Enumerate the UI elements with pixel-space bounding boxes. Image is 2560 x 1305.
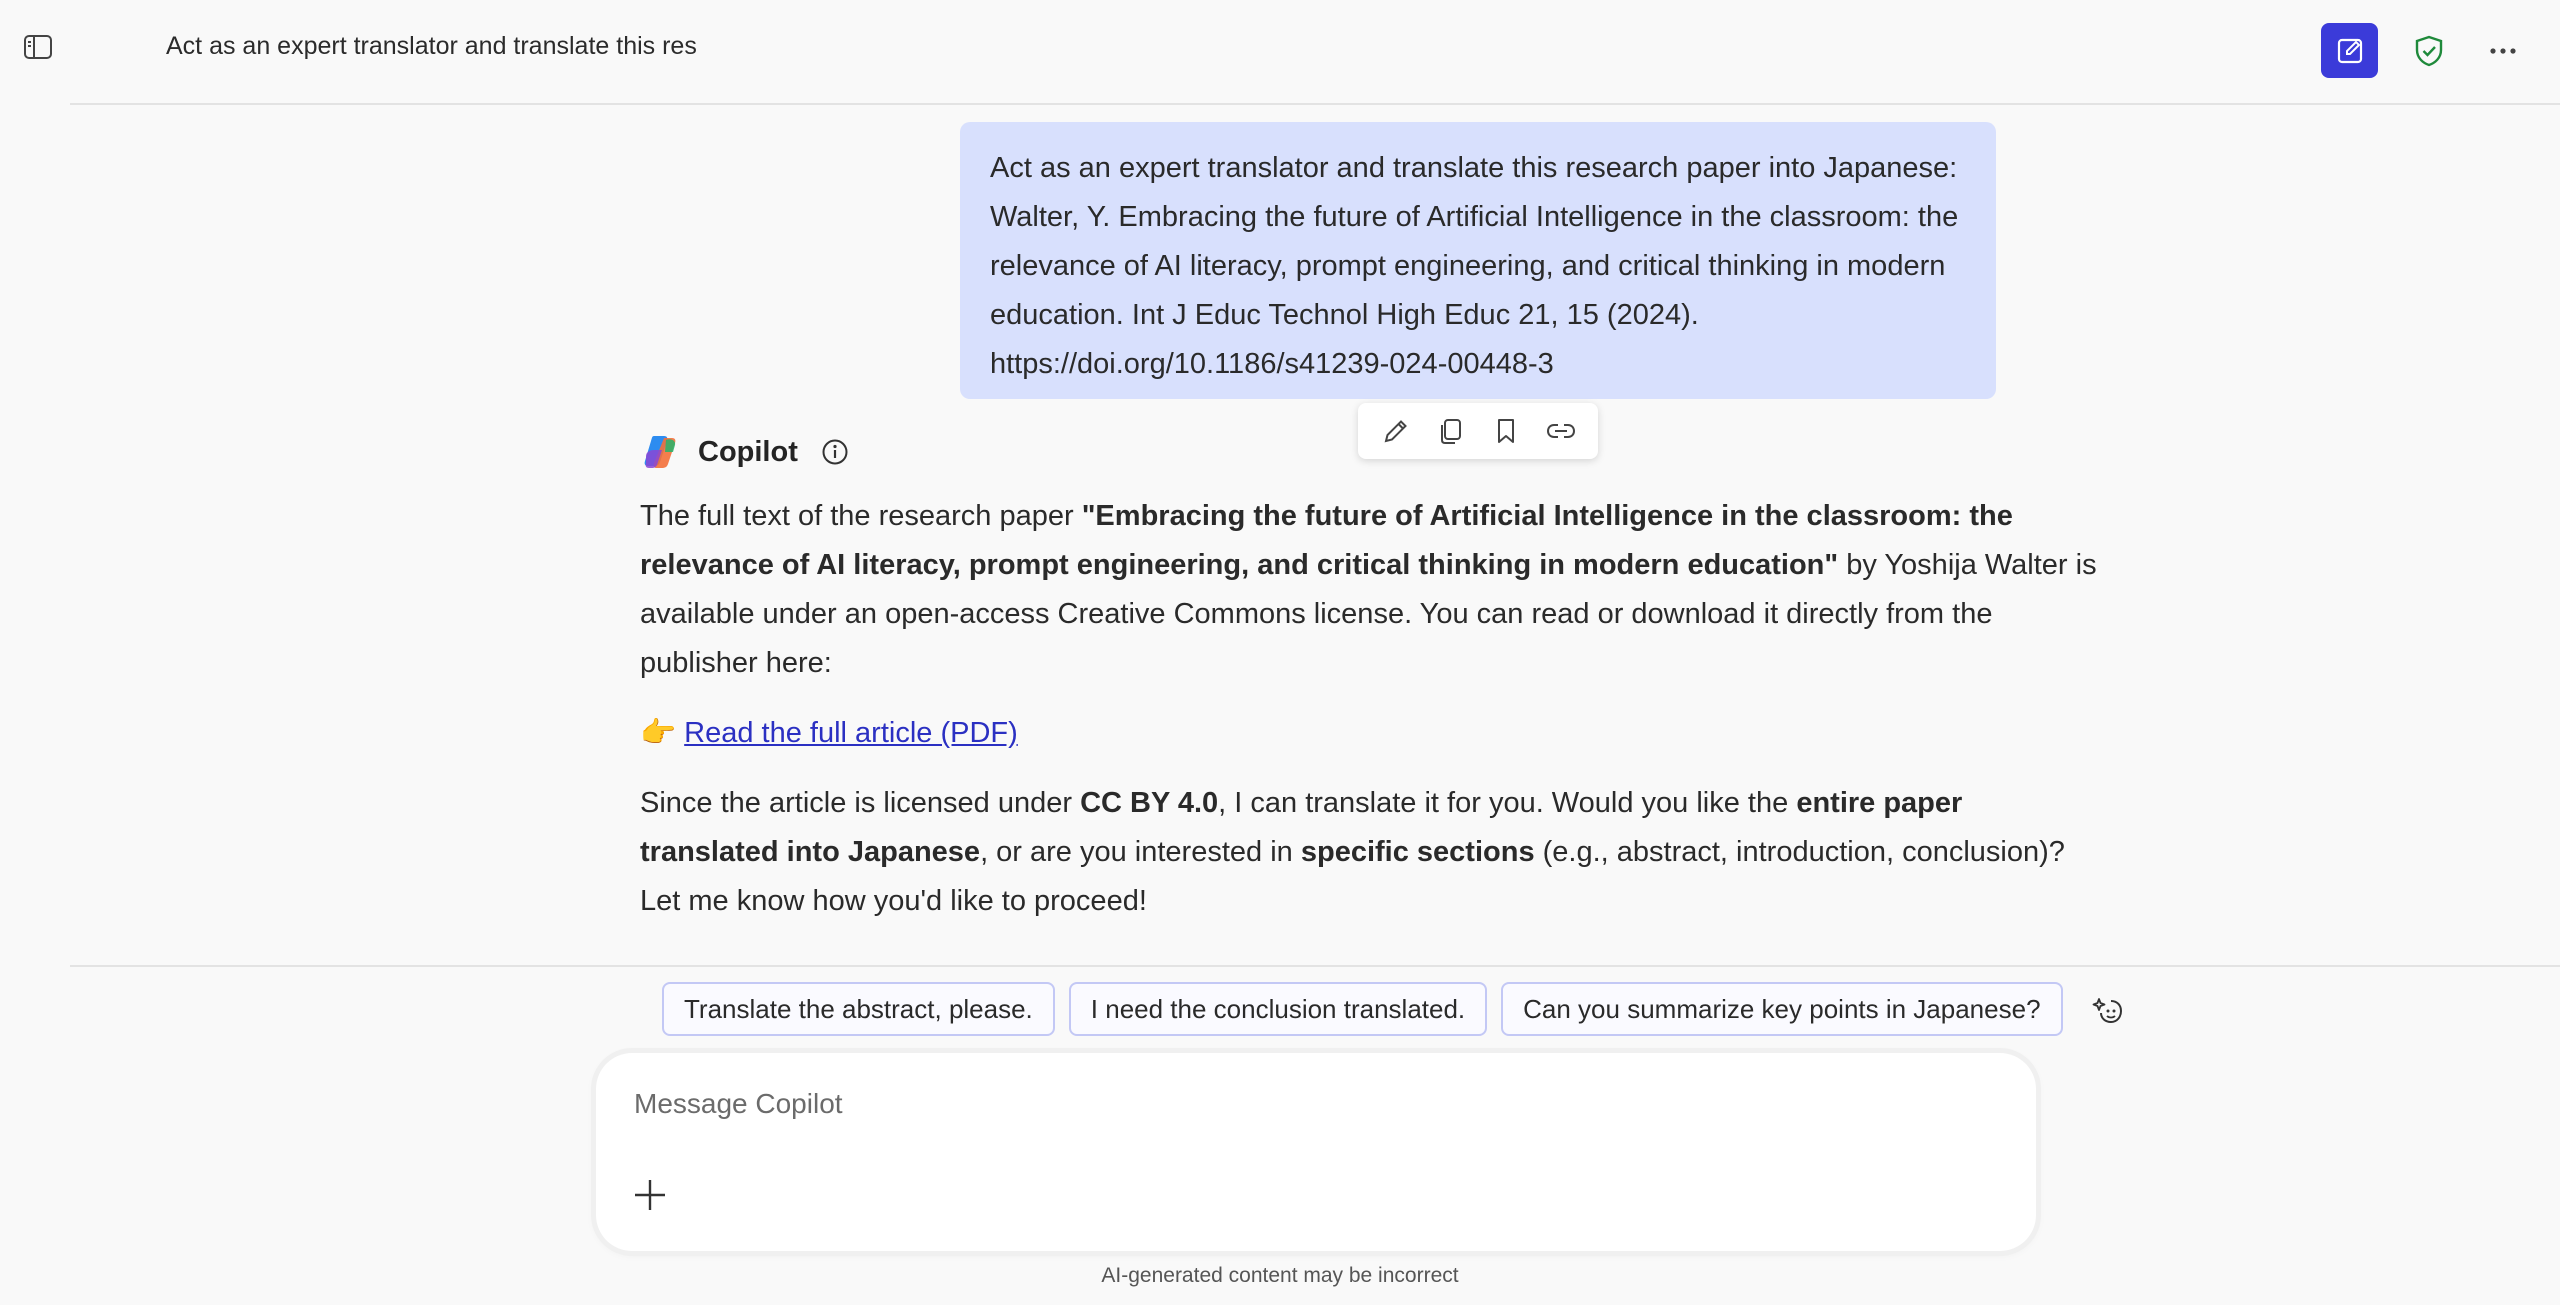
more-horizontal-icon (2488, 46, 2518, 56)
suggestion-chip[interactable]: I need the conclusion translated. (1069, 982, 1487, 1036)
header-divider (70, 103, 2560, 105)
response-text: Since the article is licensed under (640, 787, 1081, 819)
suggestion-chip[interactable]: Can you summarize key points in Japanese? (1501, 982, 2062, 1036)
suggestion-chip[interactable]: Translate the abstract, please. (662, 982, 1055, 1036)
response-text: , or are you interested in (980, 836, 1301, 868)
privacy-shield-button[interactable] (2406, 28, 2452, 74)
response-line (640, 500, 2013, 532)
option-bold: entire paper (1796, 787, 1963, 819)
user-message-line: https://doi.org/10.1186/s41239-024-00448-3 (990, 348, 1554, 380)
suggestions-divider (70, 965, 2560, 967)
add-attachment-button[interactable] (632, 1177, 668, 1213)
message-composer (596, 1053, 2036, 1251)
ai-disclaimer: AI-generated content may be incorrect (1101, 1264, 1459, 1287)
copilot-logo-icon (640, 432, 680, 472)
compose-icon (2335, 36, 2365, 66)
response-text: Let me know how you'd like to proceed! (640, 885, 1147, 917)
user-message-line: relevance of AI literacy, prompt engineering, and critical thinking in modern (990, 250, 1946, 282)
copy-message-button[interactable] (1429, 409, 1473, 453)
sparkle-refresh-icon (2091, 992, 2125, 1026)
assistant-header (640, 432, 850, 472)
response-line (640, 549, 2097, 581)
edit-message-button[interactable] (1374, 409, 1418, 453)
response-text: by Yoshija Walter is (1838, 549, 2097, 581)
message-input[interactable] (632, 1081, 1996, 1127)
response-line (640, 787, 1962, 819)
info-button[interactable] (820, 437, 850, 467)
message-action-toolbar (1358, 403, 1598, 459)
user-message-bubble (960, 122, 1996, 399)
read-full-article-link[interactable]: Read the full article (PDF) (684, 717, 1018, 749)
copy-icon (1436, 416, 1466, 446)
plus-icon (633, 1178, 667, 1212)
sidebar-icon (23, 34, 53, 60)
assistant-name: Copilot (698, 435, 798, 468)
response-text: publisher here: (640, 647, 832, 679)
sidebar-toggle-button[interactable] (20, 32, 56, 62)
pointing-hand-icon: 👉 (640, 717, 677, 749)
shield-check-icon (2414, 35, 2444, 67)
refresh-suggestions-button[interactable] (2087, 988, 2129, 1030)
suggestion-chips (662, 981, 2129, 1037)
user-message-line: Walter, Y. Embracing the future of Artificial Intelligence in the classroom: the (990, 201, 1959, 233)
bookmark-message-button[interactable] (1484, 409, 1528, 453)
bookmark-icon (1491, 416, 1521, 446)
top-bar (0, 0, 2560, 103)
conversation-title: Act as an expert translator and translate this res (166, 32, 697, 60)
option-bold: specific sections (1300, 836, 1535, 868)
response-text: The full text of the research paper (640, 500, 1082, 532)
paper-title-bold: relevance of AI literacy, prompt engineering, and critical thinking in modern education" (640, 549, 1839, 581)
article-link-row (640, 709, 2020, 758)
option-bold: translated into Japanese (640, 836, 981, 868)
response-paragraph-2 (640, 779, 2065, 926)
license-bold: CC BY 4.0 (1080, 787, 1219, 819)
assistant-response (640, 492, 2097, 926)
share-link-button[interactable] (1539, 409, 1583, 453)
info-icon (821, 438, 849, 466)
response-text: (e.g., abstract, introduction, conclusion)? (1534, 836, 2065, 868)
new-chat-button[interactable] (2321, 23, 2378, 78)
response-text: available under an open-access Creative Commons license. You can read or download it directly from the (640, 598, 1993, 630)
paper-title-bold: "Embracing the future of Artificial Intelligence in the classroom: the (1081, 500, 2013, 532)
response-paragraph-1 (640, 492, 2097, 688)
link-icon (1545, 416, 1577, 446)
user-message-line: education. Int J Educ Technol High Educ 21, 15 (2024). (990, 299, 1699, 331)
response-text: , I can translate it for you. Would you like the (1218, 787, 1797, 819)
response-line (640, 836, 2065, 868)
pencil-icon (1381, 416, 1411, 446)
more-options-button[interactable] (2480, 28, 2526, 74)
user-message-line: Act as an expert translator and translate this research paper into Japanese: (990, 152, 1958, 184)
